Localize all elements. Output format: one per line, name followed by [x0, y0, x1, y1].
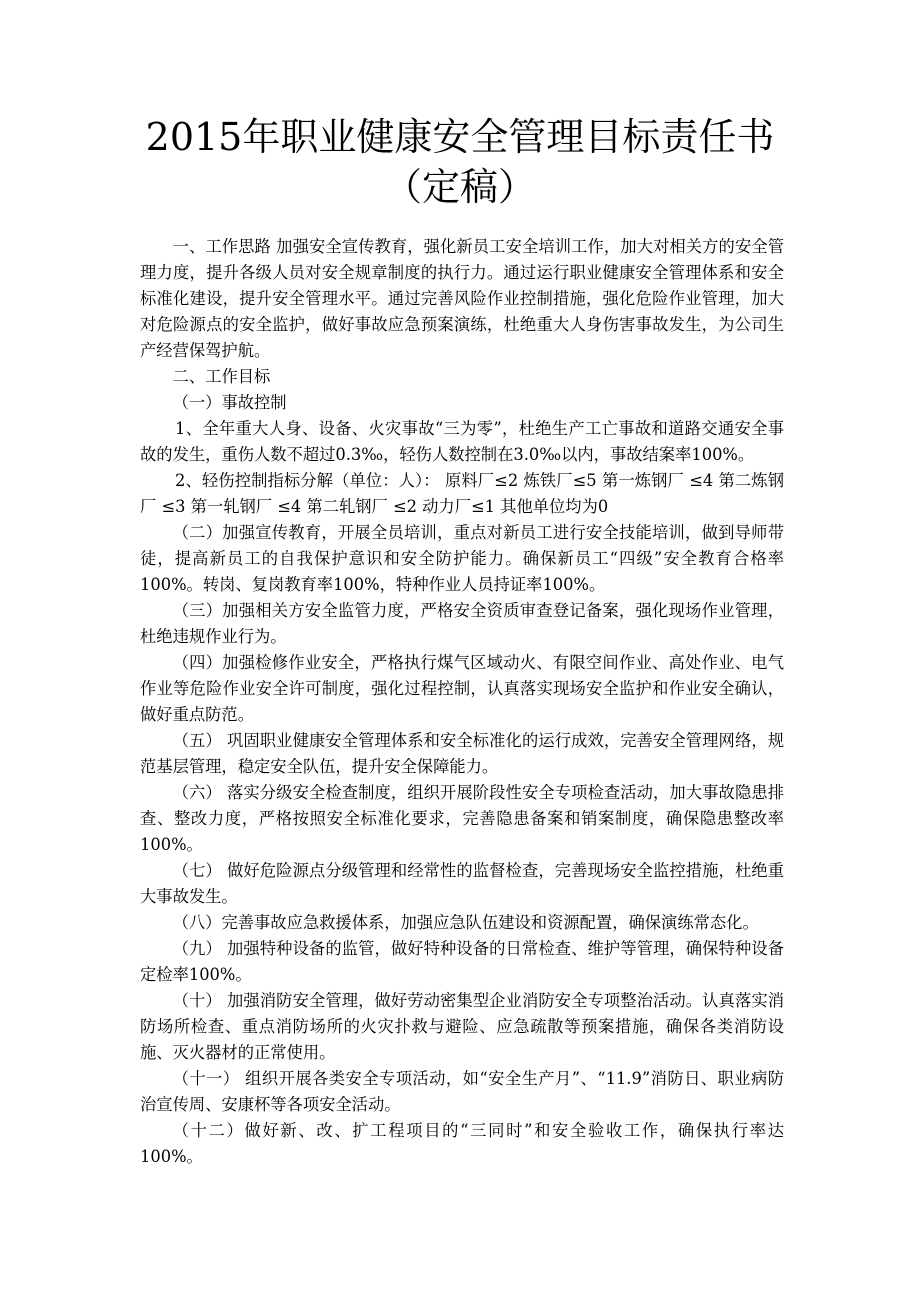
paragraph-item-11: （十一） 组织开展各类安全专项活动，如“安全生产月”、“11.9”消防日、职业病防治宣传周、安康杯等各项安全活动。	[140, 1069, 784, 1114]
document-title: 2015年职业健康安全管理目标责任书	[145, 115, 775, 159]
paragraph-item-7: （七） 做好危险源点分级管理和经常性的监督检查，完善现场安全监控措施，杜绝重大事故发生。	[140, 861, 784, 906]
document-subtitle: （定稿）	[383, 165, 536, 209]
document-body	[140, 234, 784, 1170]
paragraph-item-8: （八）完善事故应急救援体系，加强应急队伍建设和资源配置，确保演练常态化。	[172, 913, 759, 932]
paragraph-accident-control-heading: （一）事故控制	[172, 393, 287, 412]
paragraph-item-6: （六） 落实分级安全检查制度，组织开展阶段性安全专项检查活动，加大事故隐患排查、整改力度，严格按照安全标准化要求，完善隐患备案和销案制度，确保隐患整改率100%。	[140, 783, 784, 854]
paragraph-item-2: （二）加强宣传教育，开展全员培训，重点对新员工进行安全技能培训，做到导师带徒，提高新员工的自我保护意识和安全防护能力。确保新员工“四级”安全教育合格率100%。转岗、复岗教育率100%，特种作业人员持证率100%。	[140, 523, 784, 594]
paragraph-item-3: （三）加强相关方安全监管力度，严格安全资质审查登记备案，强化现场作业管理，杜绝违规作业行为。	[140, 601, 784, 646]
paragraph-minor-injury-breakdown: 2、轻伤控制指标分解（单位：人）： 原料厂≤2 炼铁厂≤5 第一炼钢厂 ≤4 第二炼钢厂 ≤3 第一轧钢厂 ≤4 第二轧钢厂 ≤2 动力厂≤1 其他单位均为0	[140, 471, 784, 516]
paragraph-item-4: （四）加强检修作业安全，严格执行煤气区域动火、有限空间作业、高处作业、电气作业等危险作业安全许可制度，强化过程控制，认真落实现场安全监护和作业安全确认，做好重点防范。	[140, 653, 784, 724]
paragraph-item-10: （十） 加强消防安全管理，做好劳动密集型企业消防安全专项整治活动。认真落实消防场所检查、重点消防场所的火灾扑救与避险、应急疏散等预案措施，确保各类消防设施、灭火器材的正常使用。	[140, 991, 784, 1062]
paragraph-item-9: （九） 加强特种设备的监管，做好特种设备的日常检查、维护等管理，确保特种设备定检率100%。	[140, 939, 784, 984]
paragraph-accident-targets: 1、全年重大人身、设备、火灾事故“三为零”，杜绝生产工亡事故和道路交通安全事故的发生，重伤人数不超过0.3‰，轻伤人数控制在3.0‰以内，事故结案率100%。	[140, 419, 784, 464]
paragraph-work-approach: 一、工作思路 加强安全宣传教育，强化新员工安全培训工作，加大对相关方的安全管理力度，提升各级人员对安全规章制度的执行力。通过运行职业健康安全管理体系和安全标准化建设，提升安全管理水平。通过完善风险作业控制措施，强化危险作业管理，加大对危险源点的安全监护，做好事故应急预案演练，杜绝重大人身伤害事故发生，为公司生产经营保驾护航。	[140, 237, 784, 360]
paragraph-item-12: （十二）做好新、改、扩工程项目的“三同时”和安全验收工作，确保执行率达100%。	[140, 1121, 784, 1166]
paragraph-item-5: （五） 巩固职业健康安全管理体系和安全标准化的运行成效，完善安全管理网络，规范基层管理，稳定安全队伍，提升安全保障能力。	[140, 731, 784, 776]
paragraph-work-goals-heading: 二、工作目标	[172, 367, 271, 386]
